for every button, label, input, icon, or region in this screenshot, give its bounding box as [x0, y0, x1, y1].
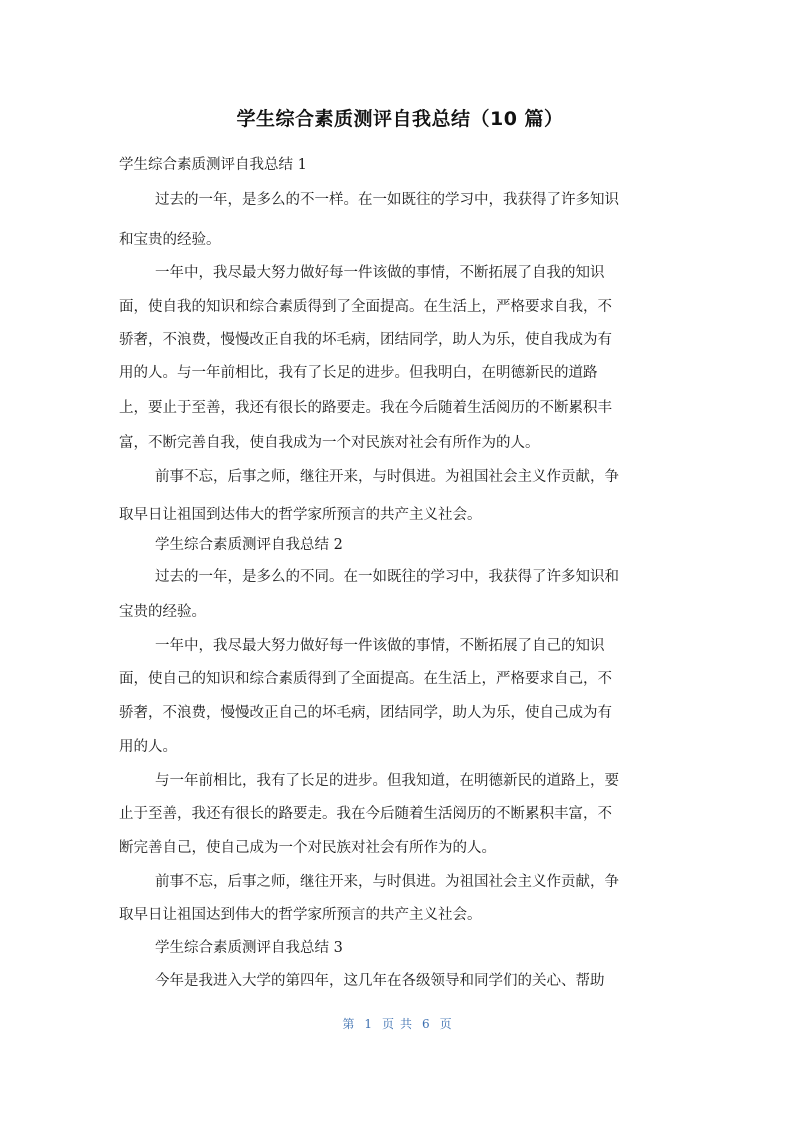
- paragraph-line: 断完善自己，使自己成为一个对民族对社会有所作为的人。: [119, 840, 496, 856]
- paragraph-line: 取早日让祖国达到伟大的哲学家所预言的共产主义社会。: [119, 907, 482, 923]
- section-heading: 学生综合素质测评自我总结 1: [119, 157, 307, 173]
- paragraph-line: 一年中，我尽最大努力做好每一件该做的事情，不断拓展了自我的知识: [155, 265, 605, 281]
- paragraph-line: 一年中，我尽最大努力做好每一件该做的事情，不断拓展了自己的知识: [155, 638, 605, 654]
- paragraph-line: 止于至善，我还有很长的路要走。我在今后随着生活阅历的不断累积丰富，不: [119, 806, 612, 822]
- document-title: 学生综合素质测评自我总结（10 篇）: [236, 108, 564, 130]
- page-label-mid: 页共: [381, 1017, 418, 1031]
- paragraph-line: 用的人。与一年前相比，我有了长足的进步。但我明白，在明德新民的道路: [119, 365, 598, 381]
- paragraph-line: 用的人。: [119, 739, 177, 755]
- section-heading: 学生综合素质测评自我总结 3: [155, 940, 343, 956]
- page-label-prefix: 第: [342, 1017, 361, 1031]
- paragraph-line: 骄奢，不浪费，慢慢改正自我的坏毛病，团结同学，助人为乐，使自我成为有: [119, 332, 612, 348]
- paragraph-line: 骄奢，不浪费，慢慢改正自己的坏毛病，团结同学，助人为乐，使自己成为有: [119, 705, 612, 721]
- paragraph-line: 前事不忘，后事之师，继往开来，与时俱进。为祖国社会主义作贡献，争: [155, 874, 619, 890]
- paragraph-line: 上，要止于至善，我还有很长的路要走。我在今后随着生活阅历的不断累积丰: [119, 400, 612, 416]
- paragraph-line: 富，不断完善自我，使自我成为一个对民族对社会有所作为的人。: [119, 435, 540, 451]
- page-current-number: 1: [364, 1017, 378, 1031]
- paragraph-line: 面，使自我的知识和综合素质得到了全面提高。在生活上，严格要求自我，不: [119, 299, 612, 315]
- paragraph-line: 过去的一年，是多么的不一样。在一如既往的学习中，我获得了许多知识: [155, 192, 619, 208]
- paragraph-line: 和宝贵的经验。: [119, 232, 221, 248]
- page-footer: [0, 1015, 800, 1032]
- paragraph-line: 取早日让祖国到达伟大的哲学家所预言的共产主义社会。: [119, 507, 482, 523]
- paragraph-line: 前事不忘，后事之师，继往开来，与时俱进。为祖国社会主义作贡献，争: [155, 469, 619, 485]
- section-heading: 学生综合素质测评自我总结 2: [155, 537, 343, 553]
- paragraph-line: 今年是我进入大学的第四年，这几年在各级领导和同学们的关心、帮助: [155, 973, 605, 989]
- paragraph-line: 面，使自己的知识和综合素质得到了全面提高。在生活上，严格要求自己，不: [119, 671, 612, 687]
- page-total-number: 6: [422, 1017, 436, 1031]
- paragraph-line: 宝贵的经验。: [119, 604, 206, 620]
- paragraph-line: 与一年前相比，我有了长足的进步。但我知道，在明德新民的道路上，要: [155, 773, 619, 789]
- paragraph-line: 过去的一年，是多么的不同。在一如既往的学习中，我获得了许多知识和: [155, 569, 619, 585]
- page-label-suffix: 页: [439, 1017, 458, 1031]
